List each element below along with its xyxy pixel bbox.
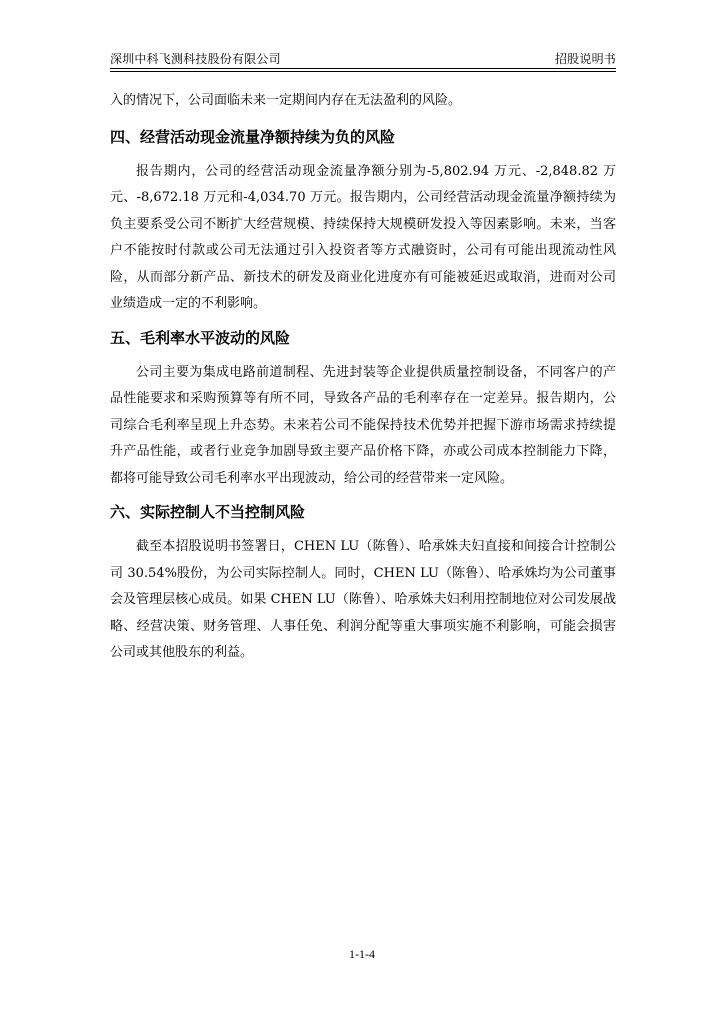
- page-number: 1-1-4: [349, 947, 375, 961]
- page-header: [110, 52, 616, 72]
- section-paragraph-cash-flow-risk: 报告期内，公司的经营活动现金流量净额分别为-5,802.94 万元、-2,848.82 万元、-8,672.18 万元和-4,034.70 万元。报告期内，公司经营活动现金流量净额持续为负主要系受公司不断扩大经营规模、持续保持大规模研发投入等因素影响。未来，当客户不能按时付款或公司无法通过引入投资者等方式融资时，公司有可能出现流动性风险，从而部分新产品、新技术的研发及商业化进度亦有可能被延迟或取消，进而对公司业绩造成一定的不利影响。: [110, 163, 616, 311]
- section-paragraph-controller-risk: 截至本招股说明书签署日，CHEN LU（陈鲁）、哈承姝夫妇直接和间接合计控制公司 30.54%股份，为公司实际控制人。同时，CHEN LU（陈鲁）、哈承姝均为公司董事会及管理层核心成员。如果 CHEN LU（陈鲁）、哈承姝夫妇利用控制地位对公司发展战略、经营决策、财务管理、人事任免、利润分配等重大事项实施不利影响，可能会损害公司或其他股东的利益。: [110, 539, 616, 660]
- document-body: [110, 88, 616, 667]
- section-paragraph-gross-margin-risk: 公司主要为集成电路前道制程、先进封装等企业提供质量控制设备，不同客户的产品性能要求和采购预算等有所不同，导致各产品的毛利率存在一定差异。报告期内，公司综合毛利率呈现上升态势。未来若公司不能保持技术优势并把握下游市场需求持续提升产品性能，或者行业竞争加剧导致主要产品价格下降，亦或公司成本控制能力下降，都将可能导致公司毛利率水平出现波动，给公司的经营带来一定风险。: [110, 364, 616, 486]
- section-heading-cash-flow-risk: 四、经营活动现金流量净额持续为负的风险: [110, 127, 396, 146]
- header-document-type: 招股说明书: [554, 52, 616, 66]
- section-heading-gross-margin-risk: 五、毛利率水平波动的风险: [110, 328, 291, 347]
- section-heading-controller-risk: 六、实际控制人不当控制风险: [110, 503, 306, 521]
- intro-paragraph: 入的情况下，公司面临未来一定期间内存在无法盈利的风险。: [110, 93, 462, 108]
- header-divider-thick: [110, 71, 616, 72]
- header-divider: [110, 68, 616, 69]
- header-company-name: 深圳中科飞测科技股份有限公司: [110, 52, 281, 66]
